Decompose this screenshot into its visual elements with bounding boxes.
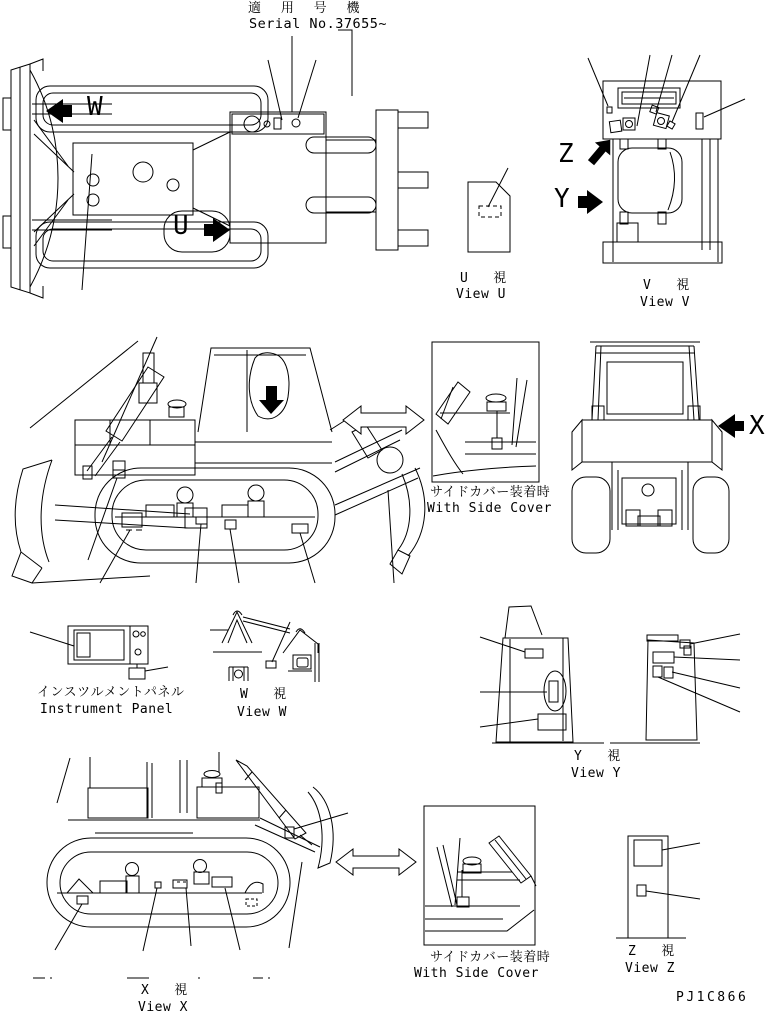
side-cover-lower-label-en: With Side Cover bbox=[414, 966, 539, 981]
view-v-label-en: View V bbox=[640, 295, 690, 310]
drawing-code: PJ1C866 bbox=[676, 990, 749, 1005]
view-u-drawing bbox=[468, 168, 510, 252]
header-serial-number: Serial No.37655~ bbox=[249, 16, 388, 32]
view-v-drawing bbox=[578, 55, 745, 263]
side-cover-upper-label-en: With Side Cover bbox=[427, 501, 552, 516]
side-cover-lower-label-jp: サイドカバー装着時 bbox=[430, 950, 551, 965]
arrow-down-cab-head-icon bbox=[259, 400, 284, 414]
arrow-y-icon bbox=[578, 190, 603, 214]
view-z-label-jp: Z 視 bbox=[628, 944, 675, 959]
direction-letter-u: U bbox=[173, 211, 190, 241]
view-u-label-jp: U 視 bbox=[460, 271, 507, 286]
machine-view-x bbox=[33, 752, 348, 978]
header-applicable-machine: 適 用 号 機 bbox=[248, 1, 366, 16]
instrument-panel-label-jp: インスツルメントパネル bbox=[37, 685, 185, 700]
machine-side-view bbox=[12, 337, 425, 583]
view-u-label-en: View U bbox=[456, 287, 506, 302]
direction-letter-x: X bbox=[749, 411, 766, 441]
direction-letter-y: Y bbox=[554, 184, 571, 214]
view-v-label-jp: V 視 bbox=[643, 278, 690, 293]
view-w-label-jp: W 視 bbox=[240, 687, 287, 702]
direction-letter-w: W bbox=[87, 92, 104, 122]
machine-rear-view bbox=[572, 342, 744, 553]
direction-letter-z: Z bbox=[558, 139, 575, 169]
view-z-drawing bbox=[616, 836, 700, 938]
view-w-label-en: View W bbox=[237, 705, 287, 720]
side-cover-upper-label-jp: サイドカバー装着時 bbox=[430, 485, 551, 500]
machine-top-view bbox=[3, 30, 428, 298]
double-arrow-icon bbox=[343, 406, 424, 434]
arrow-down-cab-icon bbox=[266, 386, 277, 400]
view-y-label-jp: Y 視 bbox=[574, 749, 621, 764]
view-w-drawing bbox=[210, 611, 319, 682]
view-y-drawing bbox=[480, 606, 740, 743]
instrument-panel-label-en: Instrument Panel bbox=[40, 702, 174, 717]
double-arrow-icon bbox=[336, 849, 416, 875]
view-y-label-en: View Y bbox=[571, 766, 621, 781]
view-x-label-en: View X bbox=[138, 1000, 188, 1015]
view-z-label-en: View Z bbox=[625, 961, 675, 976]
side-cover-box-upper bbox=[432, 342, 539, 482]
side-cover-box-lower bbox=[336, 806, 536, 945]
view-x-label-jp: X 視 bbox=[141, 983, 188, 998]
instrument-panel-drawing bbox=[30, 626, 168, 679]
